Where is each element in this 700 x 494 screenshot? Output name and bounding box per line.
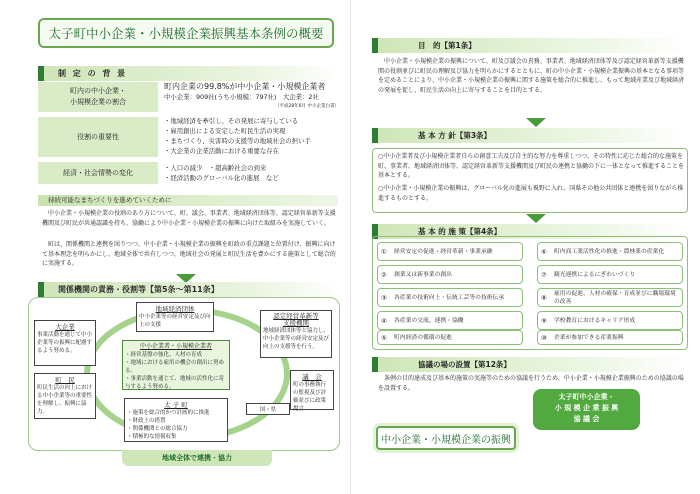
measures-heading: 基 本 的 施 策【第4条】 xyxy=(372,224,688,239)
measure-item-1 xyxy=(377,242,523,261)
sme-item: ・事業活動を通じて、地域の活性化に寄与するよう努める。 xyxy=(125,376,224,390)
sme-title: 中小企業者・小規模企業者 xyxy=(139,343,212,350)
measure-num: ⑤ xyxy=(381,333,387,342)
sme-box xyxy=(122,340,230,390)
bg-role-item: ・地域経済を牽引し、その発展に寄与している xyxy=(164,117,299,125)
bg-change-list xyxy=(164,163,339,183)
town-title: 太 子 町 xyxy=(164,401,188,409)
policy-item-1: ○中小企業者及び小規模企業者自らの創意工夫及び自主的な努力を尊重しつつ、その特性に応じた総合的な施策を町、事業者、地域経済団体等、認定経営革新等支援機関及び町民の連携と協働の下に一体となって推進することを基本とする。 xyxy=(378,153,685,180)
measure-item-5 xyxy=(377,330,523,345)
measure-text: 企業が参加できる産業振興 xyxy=(554,334,624,341)
page-title-text: 太子町中小企業・小規模企業振興基本条例の概要 xyxy=(48,26,324,41)
measure-text: 町内経済の循環の促進 xyxy=(394,334,452,341)
policy-item-2: ○中小企業・小規模企業の振興は、グローバル化の進展も視野に入れ、国県その他公共団体と連携を図りながら推進するものとする。 xyxy=(378,185,684,202)
council-box xyxy=(290,370,334,410)
econ-org-text: 中小企業等の経営安定及び向上の支援 xyxy=(139,314,211,328)
background-paragraph-2: 町は、関係機関と連携を図りつつ、中小企業・小規模企業の振興を町政の重点課題と位置付け、振興に向けて基本理念を明らかにし、地域全体で共有しつつ、地域社会の発展と町民生活を豊かにする施策として総合的に実施する。 xyxy=(42,241,336,268)
roles-heading: 関係機関の責務・役割等【第5条～第11条】 xyxy=(38,282,338,297)
arrow-down-icon xyxy=(526,214,546,223)
town-item: ・関係機関との総合協力 xyxy=(127,426,188,432)
background-paragraph-1: 中小企業・小規模企業の役割のあり方について、町、議会、事業者、地域経済団体等、認定経営革新等支援機関及び町民が共通認識を持ち、協働により中小企業・小規模企業の振興に向けた取組みを実施していく。 xyxy=(42,210,336,227)
town-box xyxy=(124,398,228,442)
measure-text: 各産業の技術向上・伝統工芸等の技術伝承 xyxy=(394,294,505,301)
measure-num: ⑧ xyxy=(541,293,547,302)
town-item: ・施策を総合的かつ計画的に推進 xyxy=(127,410,210,416)
measure-text: 雇用の促進、人材の確保・育成並びに職場環境の改善 xyxy=(554,290,676,305)
measure-text: 学校教育におけるキャリア形成 xyxy=(554,317,636,324)
measure-num: ③ xyxy=(381,293,387,302)
measure-item-2 xyxy=(377,265,523,284)
gov-box: 国・県 xyxy=(246,403,290,415)
bg-label-role-text: 役割の重要性 xyxy=(77,132,119,141)
arrow-down-icon xyxy=(526,118,546,127)
bg-label-role xyxy=(38,117,158,157)
final-goal-text: 中小企業・小規模企業の振興 xyxy=(381,434,511,446)
measure-text: 創業又は新事業の創出 xyxy=(394,271,452,278)
support-org-title: 認定経営革新等 支援機関 xyxy=(273,312,319,327)
association-box xyxy=(533,389,640,430)
bg-change-item: ・経済活動のグローバル化の進展 など xyxy=(164,174,279,182)
sme-item: ・地域における雇用の機会の創出に努める。 xyxy=(125,360,225,374)
measure-text: 観光連携によるにぎわいづくり xyxy=(554,271,636,278)
final-goal-box xyxy=(376,426,516,450)
econ-org-box xyxy=(136,302,214,332)
bg-ratio-text xyxy=(164,82,339,112)
measure-text: 経営安定の促進・経営革新・事業承継 xyxy=(394,248,493,255)
measure-item-4 xyxy=(377,311,523,330)
bg-label-ratio-text: 町内の中小企業・ 小規模企業の割合 xyxy=(70,87,126,106)
measure-item-10 xyxy=(537,330,683,345)
townsfolk-title: 町 民 xyxy=(55,376,75,384)
measure-text: 各産業の交流、連携・協働 xyxy=(394,317,464,324)
measure-num: ⑦ xyxy=(541,270,547,279)
council-text: 町の事務執行の監視及び評価並びに政策提言 xyxy=(293,382,327,412)
bg-change-item: ・人口の減少 ・超高齢社会の到来 xyxy=(164,164,267,172)
bg-ratio-line2: 中小企業：909社(うち小規模：797社) 大企業：2社 xyxy=(164,93,319,101)
large-enterprise-title: 大企業 xyxy=(55,323,75,331)
support-org-text: 地域経済団体等と協力し、中小企業等の経営安定及び向上の支援等を行う。 xyxy=(263,328,330,350)
bg-ratio-note: （平成28年6月 中小企業白書） xyxy=(274,104,339,109)
townsfolk-text: 町民生活の向上における中小企業等の重要性を理解し、振興に協力。 xyxy=(37,385,93,415)
measure-item-6 xyxy=(537,242,683,261)
measure-item-9 xyxy=(537,311,683,330)
measure-item-3 xyxy=(377,288,523,307)
measure-num: ⑨ xyxy=(541,316,547,325)
bg-role-item: ・雇用創出による安定した町民生活の実現 xyxy=(164,127,286,135)
support-org-box xyxy=(260,310,332,358)
townsfolk-box xyxy=(34,373,96,419)
measure-num: ⑩ xyxy=(541,333,547,342)
bg-role-list xyxy=(164,116,339,156)
sustainability-bar: 持続可能なまちづくりを進めていくために xyxy=(38,195,338,206)
measure-item-8 xyxy=(537,288,683,307)
econ-org-title: 地域経済団体 xyxy=(155,305,195,313)
purpose-heading: 目 的【第1条】 xyxy=(372,38,688,53)
sme-item: ・経営基盤の強化、人材の育成 xyxy=(125,352,203,358)
measure-num: ② xyxy=(381,270,387,279)
large-enterprise-text: 事業活動を通じて中小企業等の振興に配慮するよう努める。 xyxy=(37,332,93,354)
bg-role-item: ・まちづくり、災害時の支援等の地域社会の担い手 xyxy=(164,137,311,145)
large-enterprise-box xyxy=(34,320,96,366)
bg-label-change-text: 経済・社会情勢の変化 xyxy=(63,168,133,177)
council-text-para: 条例の目的達成及び基本的施策の実施等のための協議を行うため、中小企業・小規模企業振興のための協議の場を設置する。 xyxy=(378,375,684,392)
page-title xyxy=(38,18,334,48)
measures-box xyxy=(372,236,688,350)
council-heading: 協議の場の設置【第12条】 xyxy=(372,357,688,372)
bg-label-change xyxy=(38,162,158,184)
measure-num: ⑥ xyxy=(541,247,547,256)
association-line: 小 規 模 企 業 振 興 xyxy=(554,404,619,412)
purpose-text: 中小企業・小規模企業の振興について、町及び議会の責務、事業者、地域経済団体等及び認定経営革新等支援機関の役割並びに町民の理解及び協力を明らかにするとともに、町の中小企業・小規模企業振興の基本となる事項等を定めることにより、中小企業・小規模企業の振興に関する施策を総合的に推進し、もって地域産業及び地域経済の発展を促し、町民生活の向上に寄与することを目的とする。 xyxy=(378,58,685,94)
council-title: 議 会 xyxy=(302,373,322,381)
measure-text: 町内商工業活性化の推進・農林業の産業化 xyxy=(554,248,665,255)
measure-num: ④ xyxy=(381,316,387,325)
page-divider xyxy=(350,0,351,494)
bg-label-ratio xyxy=(38,82,158,112)
measure-num: ① xyxy=(381,247,387,256)
policy-heading: 基 本 方 針【第3条】 xyxy=(372,128,688,143)
association-line: 太子町中小企業・ xyxy=(558,393,615,401)
roles-footer: 地域全体で連携・協力 xyxy=(122,450,272,466)
measure-item-7 xyxy=(537,265,683,284)
town-item: ・財政上の措置 xyxy=(127,418,166,424)
town-item: ・積極的な情報収集 xyxy=(127,434,177,440)
background-heading: 制 定 の 背 景 xyxy=(38,66,338,81)
bg-ratio-line1: 町内企業の99.8%が中小企業・小規模企業者 xyxy=(164,82,326,91)
bg-role-item: ・大企業の企業活動における重要な存在 xyxy=(164,147,280,155)
association-line: 協 議 会 xyxy=(573,415,600,423)
